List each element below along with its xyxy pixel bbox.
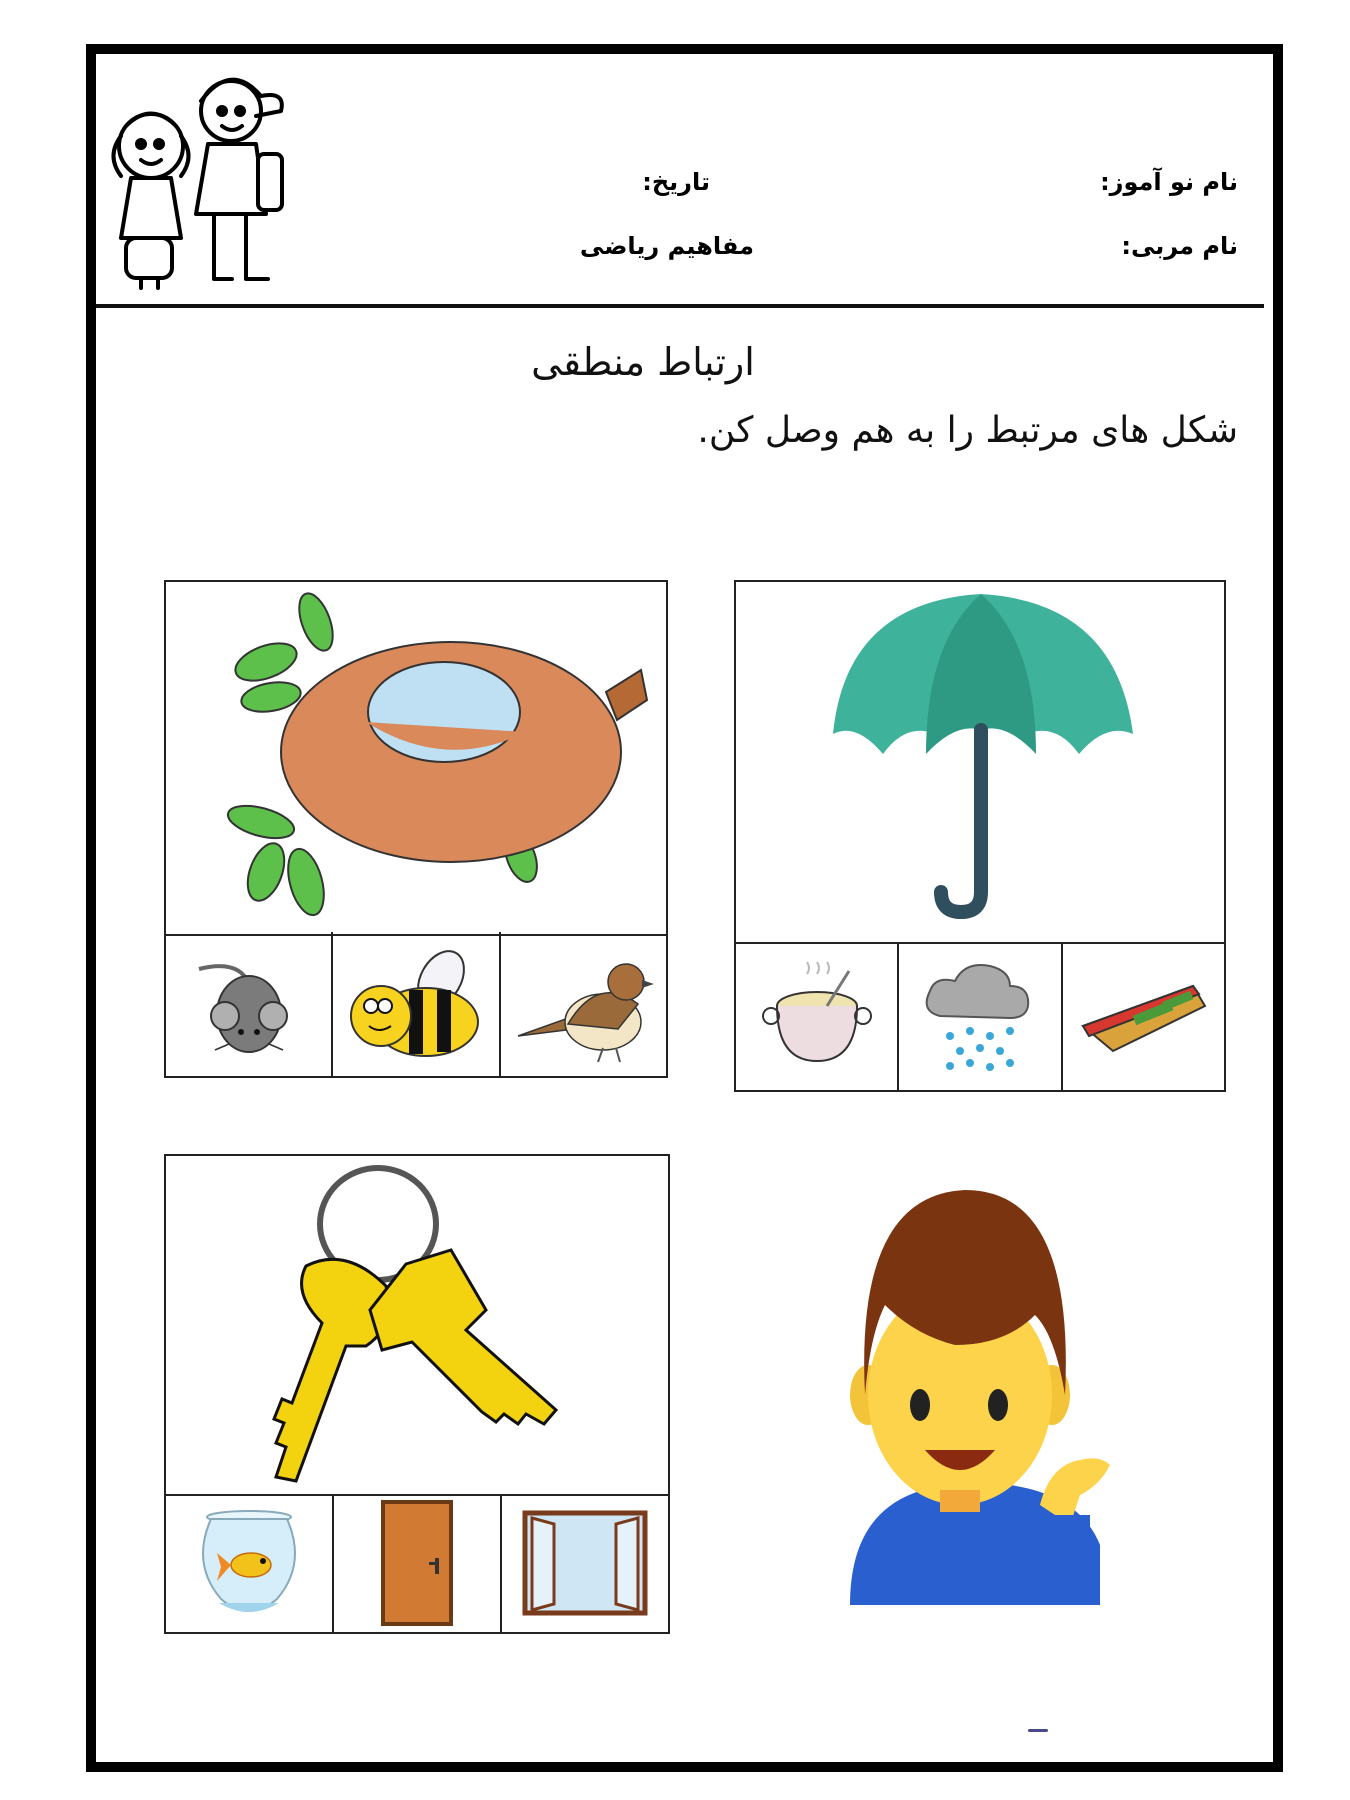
card-main-image (166, 582, 666, 936)
option-window[interactable] (502, 1494, 668, 1632)
card-main-image (736, 582, 1224, 944)
date-label: تاریخ: (642, 168, 710, 196)
option-rain-cloud[interactable] (899, 942, 1062, 1090)
option-fish-bowl[interactable] (166, 1494, 334, 1632)
window-icon (520, 1508, 650, 1618)
sparrow-icon (508, 944, 658, 1064)
keys-icon (166, 1156, 670, 1492)
nest-icon (166, 582, 666, 932)
instruction-text: شکل های مرتبط را به هم وصل کن. (697, 410, 1238, 451)
student-name-label: نام نو آموز: (1100, 168, 1238, 196)
boat-icon (1073, 956, 1213, 1076)
soup-pot-icon (757, 956, 877, 1076)
option-soup-pot[interactable] (736, 942, 899, 1090)
teacher-name-label: نام مربی: (1121, 232, 1238, 260)
kids-illustration (96, 56, 326, 296)
option-boat[interactable] (1063, 942, 1224, 1090)
option-door[interactable] (334, 1494, 502, 1632)
title-text: ارتباط منطقی (531, 340, 755, 384)
subject-label: مفاهیم ریاضی (579, 232, 754, 260)
door-icon (377, 1498, 457, 1628)
option-mouse[interactable] (166, 932, 333, 1076)
worksheet-title (0, 340, 1350, 384)
card-umbrella (734, 580, 1226, 1092)
card-nest (164, 580, 668, 1078)
header-divider (96, 304, 1264, 308)
option-sparrow[interactable] (501, 932, 666, 1076)
man-tipping-hand-emoji (840, 1185, 1110, 1605)
card-main-image (166, 1156, 668, 1496)
option-bee[interactable] (333, 932, 500, 1076)
ink-smudge (1028, 1729, 1048, 1732)
mouse-icon (189, 944, 309, 1064)
rain-cloud-icon (915, 951, 1045, 1081)
umbrella-icon (736, 582, 1226, 940)
fish-bowl-icon (189, 1503, 309, 1623)
card-keys (164, 1154, 670, 1634)
bee-icon (341, 944, 491, 1064)
